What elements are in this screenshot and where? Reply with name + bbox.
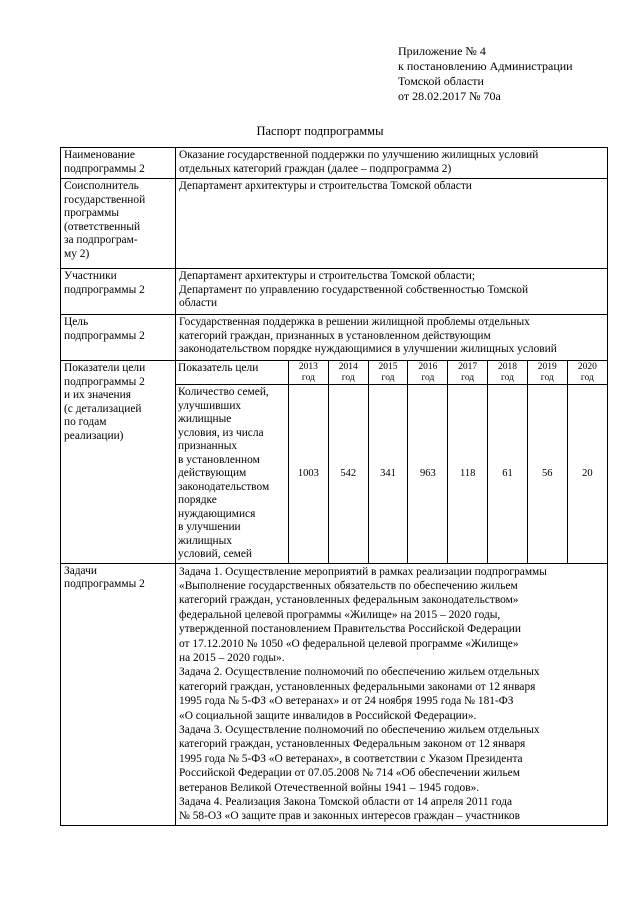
row-label: Показатели цели подпрограммы 2 и их значения (с детализацией по годам реализации)	[61, 361, 176, 564]
row-value: Департамент архитектуры и строительства Томской области; Департамент по управлению государственной собственностью Томской области	[176, 269, 608, 315]
appendix-line: к постановлению Администрации	[398, 59, 573, 73]
indicator-value: 20	[567, 385, 607, 563]
table-row	[61, 315, 608, 361]
indicator-value: 118	[448, 385, 488, 563]
appendix-line: Приложение № 4	[398, 44, 486, 58]
appendix-line: от 28.02.2017 № 70а	[398, 89, 501, 103]
table-row	[61, 269, 608, 315]
row-label: Участники подпрограммы 2	[61, 269, 176, 315]
table-row	[61, 179, 608, 269]
indicator-value: 542	[328, 385, 368, 563]
tasks-cell	[176, 563, 608, 825]
indicator-name: Количество семей, улучшивших жилищные условия, из числа признанных в установленном действующим законодательством порядке нуждающимися в улучшении жилищных условий, семей	[176, 385, 289, 563]
row-label: Задачи подпрограммы 2	[61, 563, 176, 825]
passport-table	[60, 147, 608, 826]
row-label: Наименование подпрограммы 2	[61, 148, 176, 179]
table-row	[61, 563, 608, 825]
indicator-value: 963	[408, 385, 448, 563]
year-header: 2013 год	[289, 361, 329, 385]
indicator-value: 56	[527, 385, 567, 563]
row-value: Оказание государственной поддержки по улучшению жилищных условий отдельных категорий граждан (далее – подпрограмма 2)	[176, 148, 608, 179]
table-row	[61, 148, 608, 179]
indicator-header: Показатель цели	[176, 361, 289, 385]
task-item: Задача 1. Осуществление мероприятий в рамках реализации подпрограммы «Выполнение государственных обязательств по обеспечению жильем категорий граждан, установленных федеральным законодательством» федеральной целевой программы «Жилище» на 2015 – 2020 годы, утвержденной постановлением Правительства Российской Федерации от 17.12.2010 № 1050 «О федеральной целевой программе «Жилище» на 2015 – 2020 годы».	[179, 565, 547, 664]
row-label: Цель подпрограммы 2	[61, 315, 176, 361]
year-header: 2016 год	[408, 361, 448, 385]
table-row	[61, 361, 608, 564]
indicators-value-row	[176, 385, 607, 563]
task-item: Задача 4. Реализация Закона Томской области от 14 апреля 2011 года № 58-ОЗ «О защите прав и законных интересов граждан – участников	[179, 796, 520, 823]
indicator-value: 61	[488, 385, 528, 563]
year-header: 2020 год	[567, 361, 607, 385]
row-label: Соисполнитель государственной программы (ответственный за подпрограм- му 2)	[61, 179, 176, 269]
indicators-header-row	[176, 361, 607, 385]
year-header: 2014 год	[328, 361, 368, 385]
year-header: 2017 год	[448, 361, 488, 385]
indicator-value: 1003	[289, 385, 329, 563]
row-value: Департамент архитектуры и строительства Томской области	[176, 179, 608, 269]
indicator-value: 341	[368, 385, 408, 563]
indicators-cell	[176, 361, 608, 564]
row-value: Государственная поддержка в решении жилищной проблемы отдельных категорий граждан, признанных в установленном действующим законодательством порядке нуждающимися в улучшении жилищных условий	[176, 315, 608, 361]
year-header: 2019 год	[527, 361, 567, 385]
indicators-table	[176, 361, 607, 563]
task-item: Задача 3. Осуществление полномочий по обеспечению жильем отдельных категорий граждан, установленных Федеральным законом от 12 января 1995 года № 5-ФЗ «О ветеранах», в соответствии с Указом Президента Российской Федерации от 07.05.2008 № 714 «Об обеспечении жильем ветеранов Великой Отечественной войны 1941 – 1945 годов».	[179, 723, 540, 794]
appendix-header	[398, 44, 573, 104]
page-title: Паспорт подпрограммы	[256, 124, 384, 138]
year-header: 2018 год	[488, 361, 528, 385]
task-item: Задача 2. Осуществление полномочий по обеспечению жильем отдельных категорий граждан, установленных федеральными законами от 12 января 1995 года № 5-ФЗ «О ветеранах» и от 24 ноября 1995 года № 181-ФЗ «О социальной защите инвалидов в Российской Федерации».	[179, 666, 540, 722]
year-header: 2015 год	[368, 361, 408, 385]
appendix-line: Томской области	[398, 74, 484, 88]
